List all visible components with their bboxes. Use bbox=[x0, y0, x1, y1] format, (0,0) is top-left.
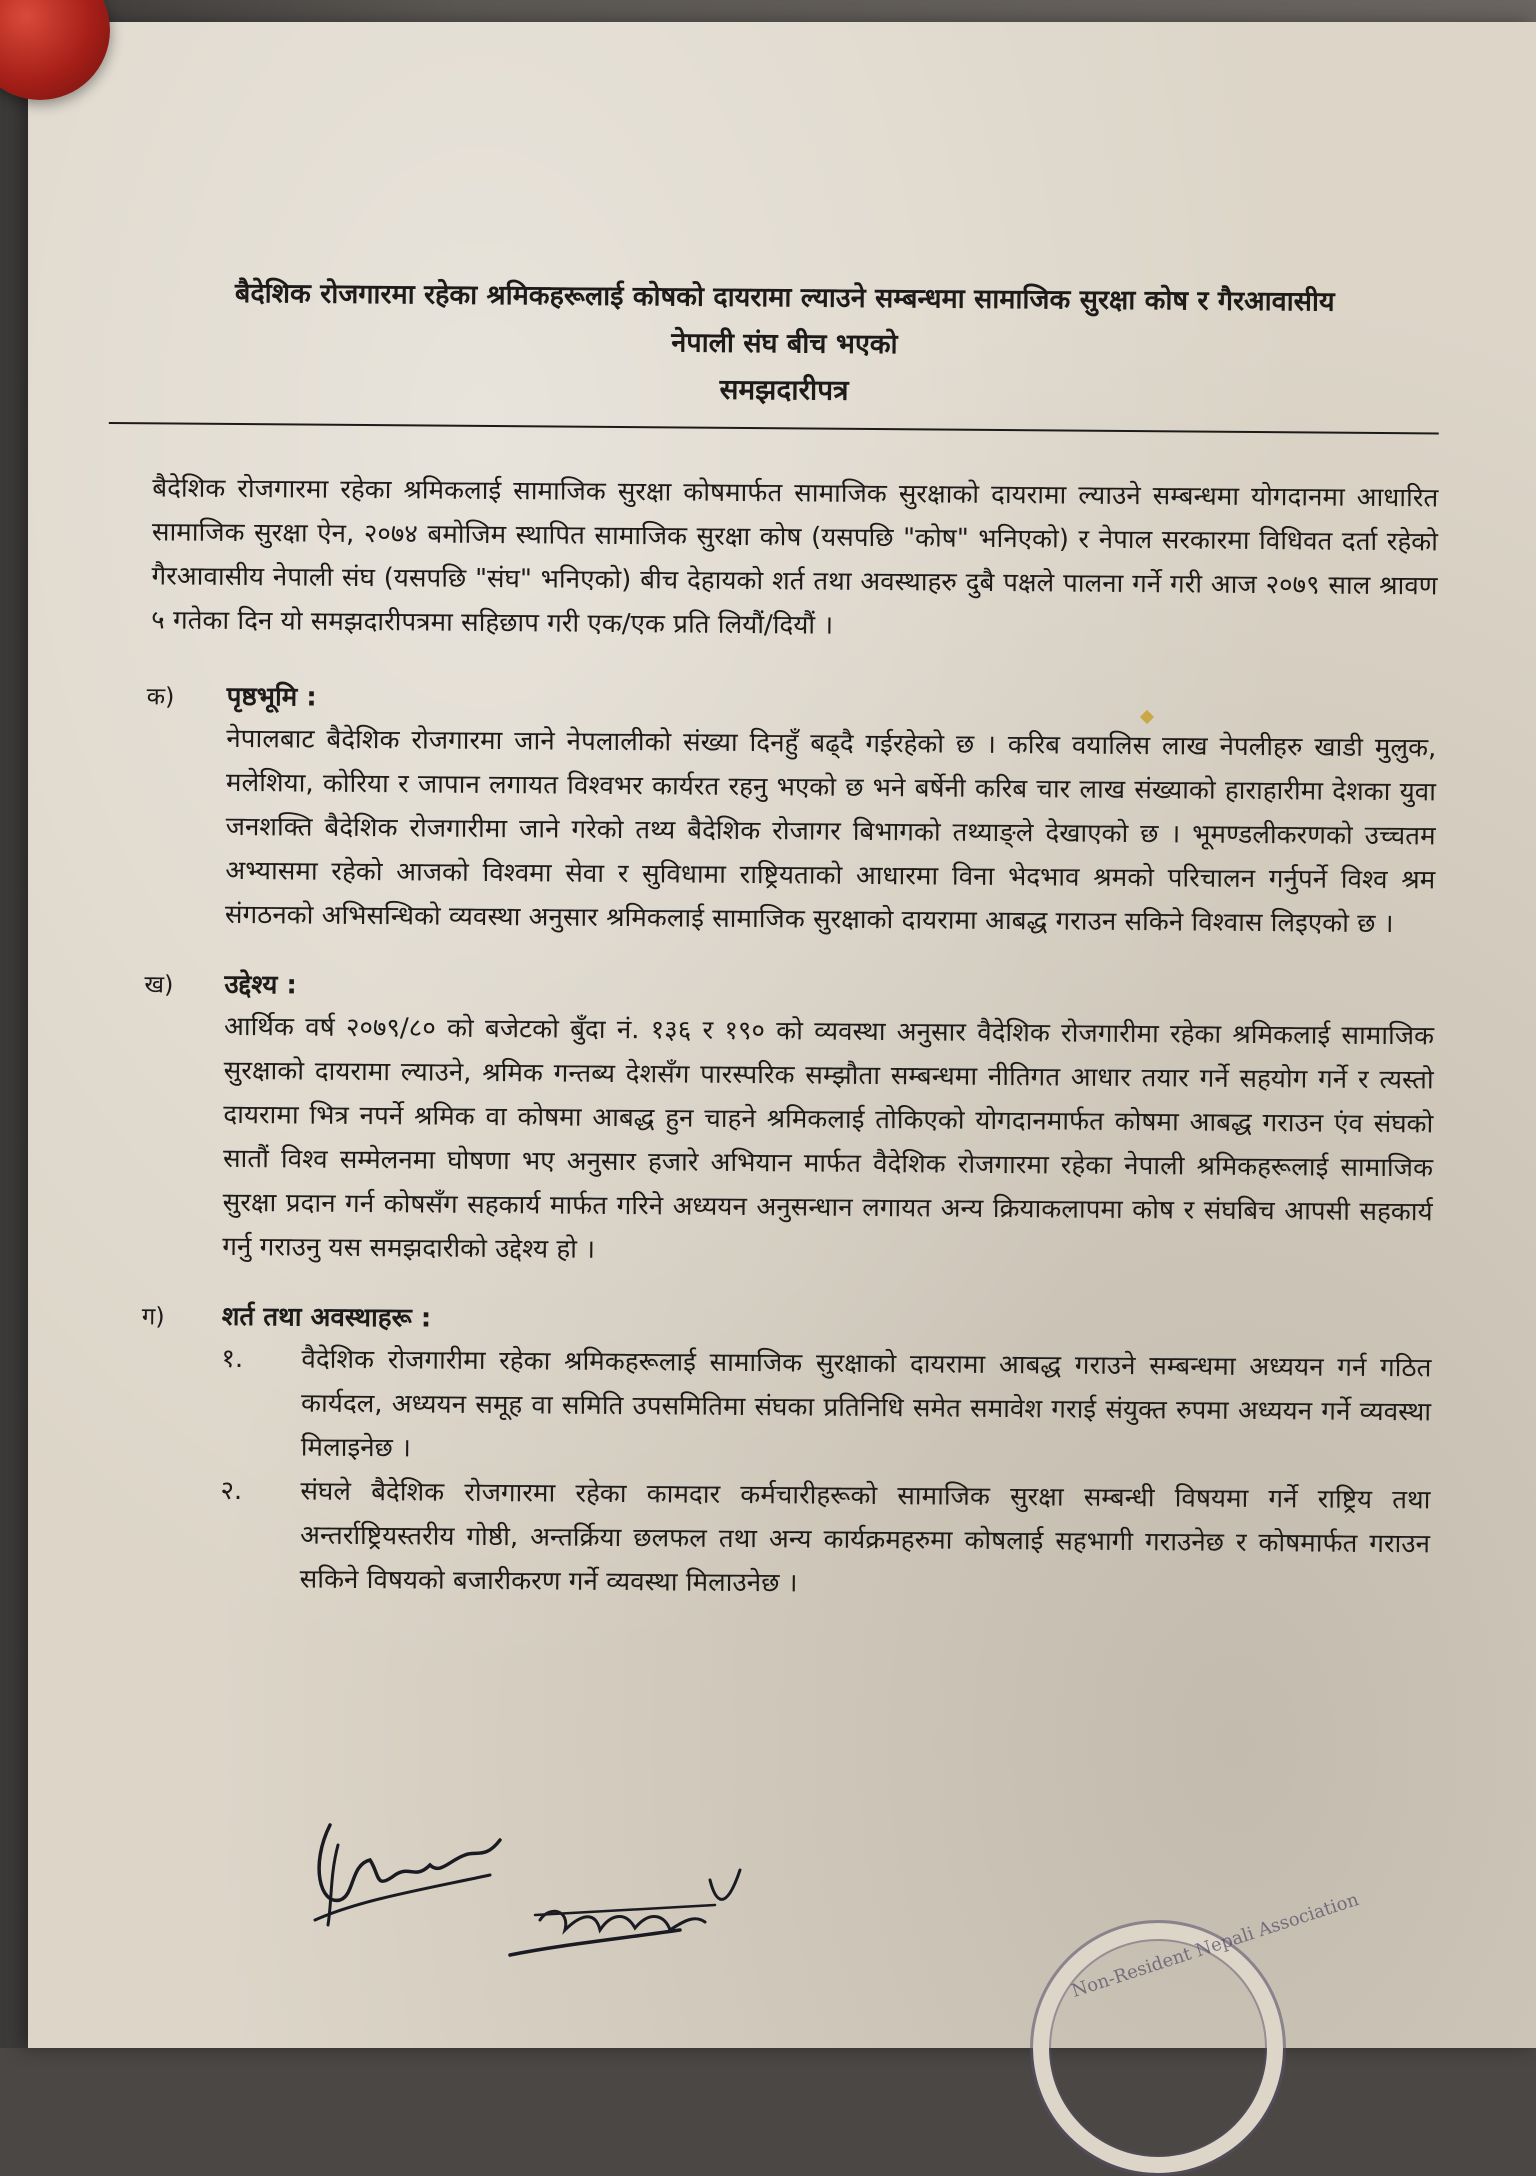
section-terms bbox=[140, 1296, 1432, 1610]
list-item bbox=[220, 1469, 1431, 1610]
section-marker: ग) bbox=[141, 1302, 165, 1331]
title-divider bbox=[109, 422, 1439, 434]
title-line-2: नेपाली संघ बीच भएको bbox=[671, 327, 898, 361]
section-objective bbox=[142, 964, 1434, 1278]
list-item-text: संघले बैदेशिक रोजगारमा रहेका कामदार कर्मचारीहरूको सामाजिक सुरक्षा सम्बन्धी विषयमा गर्ने राष्ट्रिय तथा अन्तर्राष्ट्रियस्तरीय गोष्ठी, अन्तर्क्रिया छलफल तथा अन्य कार्यक्रमहरुमा कोषलाई सहभागी गराउनेछ र कोषमार्फत गराउन सकिने विषयको बजारीकरण गर्ने व्यवस्था मिलाउनेछ । bbox=[299, 1476, 1431, 1599]
list-item bbox=[221, 1337, 1432, 1478]
document-body bbox=[99, 270, 1470, 1639]
section-paragraph: आर्थिक वर्ष २०७९/८० को बजेटको बुँदा नं. १३६ र १९० को व्यवस्था अनुसार वैदेशिक रोजगारीमा रहेका श्रमिकलाई सामाजिक सुरक्षाको दायरामा ल्याउने, श्रमिक गन्तब्य देशसँग पारस्परिक सम्झौता सम्बन्धमा नीतिगत आधार तयार गर्ने सहयोग गर्ने र त्यस्तो दायरामा भित्र नपर्ने श्रमिक वा कोषमा आबद्ध हुन चाहने श्रमिकलाई तोकिएको योगदानमार्फत कोषमा आबद्ध गराउन एंव संघको सातौं विश्व सम्मेलनमा घोषणा भए अनुसार हजारे अभियान मार्फत वैदेशिक रोजगारमा रहेका नेपाली श्रमिकहरूलाई सामाजिक सुरक्षा प्रदान गर्न कोषसँग सहकार्य मार्फत गरिने अध्ययन अनुसन्धान लगायत अन्य क्रियाकलापमा कोष र संघबिच आपसी सहकार्य गर्नु गराउनु यस समझदारीको उद्देश्य हो । bbox=[222, 1011, 1435, 1265]
section-heading: पृष्ठभूमि : bbox=[226, 681, 317, 713]
seal-text: Non-Resident Nepali Association bbox=[1069, 1889, 1362, 2002]
section-background bbox=[145, 676, 1437, 946]
list-item-number: २. bbox=[220, 1475, 243, 1507]
signature-2 bbox=[500, 1860, 760, 1970]
list-item-text: वैदेशिक रोजगारीमा रहेका श्रमिकहरूलाई सामाजिक सुरक्षाको दायरामा आबद्ध गराउने सम्बन्धमा अध्ययन गर्न गठित कार्यदल, अध्ययन समूह वा समिति उपसमितिमा संघका प्रतिनिधि समेत समावेश गराई संयुक्त रुपमा अध्ययन गर्ने व्यवस्था मिलाइनेछ । bbox=[300, 1344, 1432, 1464]
document-title bbox=[109, 270, 1470, 419]
title-line-1: बैदेशिक रोजगारमा रहेका श्रमिकहरूलाई कोषको दायरामा ल्याउने सम्बन्धमा सामाजिक सुरक्षा कोष र गैरआवासीय bbox=[234, 277, 1335, 318]
terms-list bbox=[220, 1337, 1432, 1610]
section-heading: शर्त तथा अवस्थाहरू : bbox=[221, 1301, 432, 1334]
section-paragraph: नेपालबाट बैदेशिक रोजगारमा जाने नेपलालीको संख्या दिनहुँ बढ्दै गईरहेको छ । करिब वयालिस लाख नेपलीहरु खाडी मुलुक, मलेशिया, कोरिया र जापान लगायत विश्वभर कार्यरत रहनु भएको छ भने बर्षेनी करिब चार लाख संख्याको हाराहारीमा देशका युवा जनशक्ति बैदेशिक रोजगारीमा जाने गरेको तथ्य बैदेशिक रोजागर बिभागको तथ्याङ्ले देखाएको छ । भूमण्डलीकरणको उच्चतम अभ्यासमा रहेको आजको विश्वमा सेवा र सुविधामा राष्ट्रियताको आधारमा विना भेदभाव श्रमको परिचालन गर्नुपर्ने विश्व श्रम संगठनको अभिसन्धिको व्यवस्था अनुसार श्रमिकलाई सामाजिक सुरक्षाको दायरामा आबद्ध गराउन सकिने विश्वास लिइएको छ । bbox=[224, 723, 1437, 940]
section-heading: उद्देश्य : bbox=[224, 969, 297, 1001]
signature-1 bbox=[300, 1805, 530, 1935]
document-type-label: समझदारीपत्र bbox=[719, 372, 849, 407]
section-marker: क) bbox=[146, 682, 175, 711]
intro-paragraph: बैदेशिक रोजगारमा रहेका श्रमिकलाई सामाजिक सुरक्षा कोषमार्फत सामाजिक सुरक्षाको दायरामा ल्याउने सम्बन्धमा योगदानमा आधारित सामाजिक सुरक्षा ऐन, २०७४ बमोजिम स्थापित सामाजिक सुरक्षा कोष (यसपछि "कोष" भनिएको) र नेपाल सरकारमा विधिवत दर्ता रहेको गैरआवासीय नेपाली संघ (यसपछि "संघ" भनिएको) बीच देहायको शर्त तथा अवस्थाहरु दुबै पक्षले पालना गर्ने गरी आज २०७९ साल श्रावण ५ गतेका दिन यो समझदारीपत्रमा सहिछाप गरी एक/एक प्रति लियौं/दियौं । bbox=[151, 473, 1439, 641]
section-marker: ख) bbox=[144, 970, 174, 999]
list-item-number: १. bbox=[221, 1343, 244, 1375]
